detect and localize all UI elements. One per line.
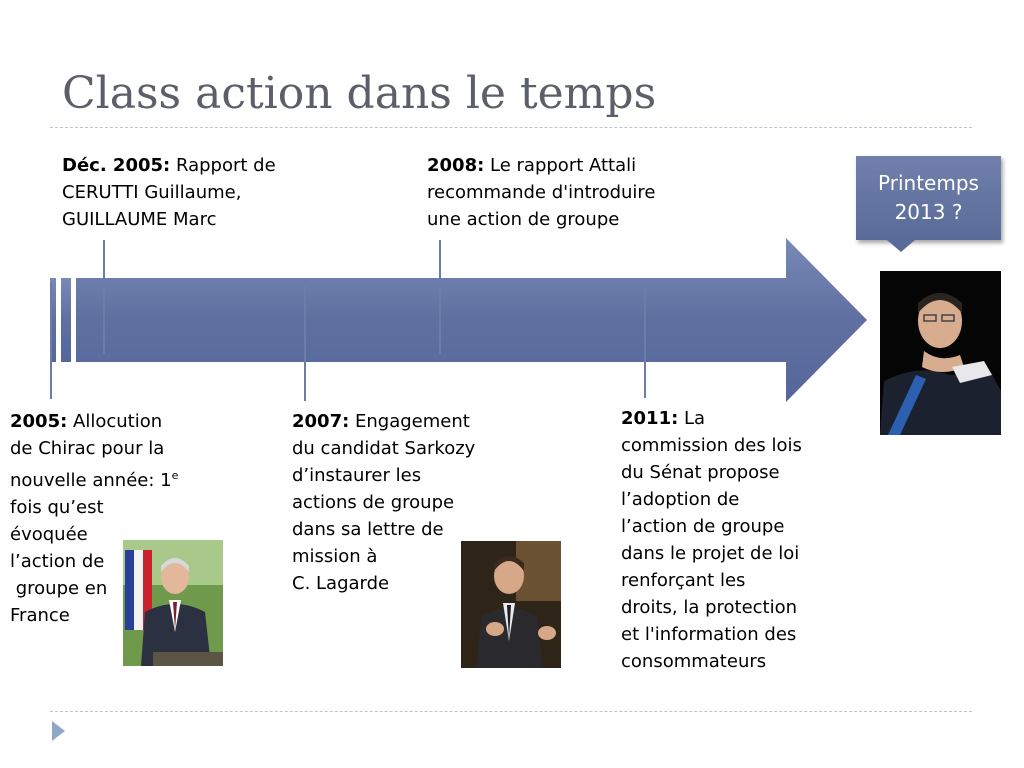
callout-pointer [887, 240, 915, 252]
photo-sarkozy [461, 541, 561, 668]
photo-hollande [880, 271, 1001, 435]
event-2007: 2007: Engagement du candidat Sarkozy d’instaurer les actions de groupe dans sa lettre de mission à C. Lagarde [292, 411, 476, 594]
footer-bullet-icon [52, 721, 65, 741]
slide-title: Class action dans le temps [62, 68, 657, 119]
event-2011: 2011: La commission des lois du Sénat propose l’adoption de l’action de groupe dans le projet de loi renforçant les droits, la protection et l'information des consommateurs [621, 408, 802, 672]
event-2008: 2008: Le rapport Attali recommande d'introduire une action de groupe [427, 155, 656, 230]
superscript-e: e [171, 469, 179, 482]
timeline-arrow-body [76, 238, 867, 402]
event-2005: 2005: Allocution de Chirac pour la nouvelle année: 1e fois qu’est évoquée l’action de groupe en France [10, 411, 179, 626]
callout-printemps-2013: Printemps 2013 ? [856, 156, 1001, 240]
footer-divider [50, 711, 972, 712]
timeline-stub-2 [61, 278, 71, 362]
event-2005-dec: Déc. 2005: Rapport de CERUTTI Guillaume, GUILLAUME Marc [62, 155, 276, 230]
photo-chirac [123, 540, 223, 666]
